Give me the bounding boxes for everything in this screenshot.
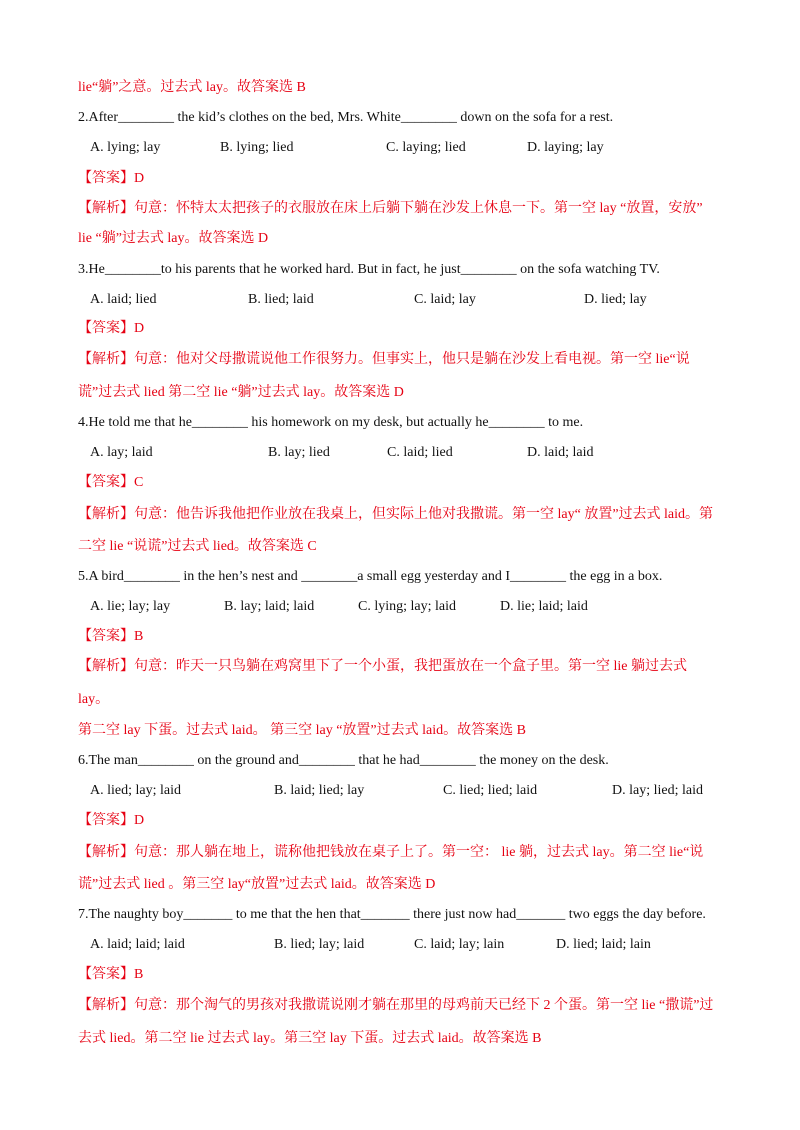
option-a: A. lie; lay; lay: [90, 599, 171, 614]
analysis-line: lie “躺”过去式 lay。故答案选 D: [78, 231, 269, 246]
answer-value: D: [134, 813, 145, 828]
answer-line: [78, 169, 730, 189]
analysis-line: 谎”过去式 lied 第二空 lie “躺”过去式 lay。故答案选 D: [78, 385, 404, 400]
answer-line: [78, 627, 730, 647]
option-c: C. laid; lay: [414, 292, 476, 307]
analysis-line: 第二空 lay 下蛋。过去式 laid。 第三空 lay “放置”过去式 laid。故答案选 B: [78, 723, 526, 738]
answer-line: [78, 319, 730, 339]
options-row: [90, 597, 770, 617]
answer-value: D: [134, 321, 145, 336]
analysis-text: 句意：他告诉我他把作业放在我桌上，但实际上他对我撒谎。第一空 lay“ 放置”过去式 laid。第: [134, 507, 714, 522]
option-d: D. lay; lied; laid: [612, 783, 703, 798]
answer-value: C: [134, 475, 144, 490]
analysis-line: lay。: [78, 692, 110, 707]
answer-line: [78, 473, 730, 493]
option-a: A. lying; lay: [90, 140, 161, 155]
option-c: C. laid; lay; lain: [414, 937, 505, 952]
option-b: B. lied; lay; laid: [274, 937, 365, 952]
option-d: D. lied; laid; lain: [556, 937, 651, 952]
answer-value: D: [134, 171, 145, 186]
analysis-label: 【解析】: [78, 845, 134, 860]
options-row: [90, 290, 770, 310]
option-a: A. laid; lied: [90, 292, 157, 307]
analysis-line: 二空 lie “说谎”过去式 lied。故答案选 C: [78, 539, 317, 554]
question-stem: 5.A bird________ in the hen’s nest and ________a small egg yesterday and I________ the egg in a box.: [78, 569, 663, 584]
analysis-text: 句意：昨天一只鸟躺在鸡窝里下了一个小蛋，我把蛋放在一个盒子里。第一空 lie 躺过去式: [134, 659, 687, 674]
analysis-label: 【解析】: [78, 507, 134, 522]
answer-line: [78, 811, 730, 831]
answer-label: 【答案】: [78, 475, 134, 490]
analysis-text: 句意：那个淘气的男孩对我撒谎说刚才躺在那里的母鸡前天已经下 2 个蛋。第一空 lie “撒谎”过: [134, 998, 714, 1013]
option-b: B. laid; lied; lay: [274, 783, 365, 798]
answer-label: 【答案】: [78, 321, 134, 336]
option-c: C. lying; lay; laid: [358, 599, 456, 614]
answer-line: [78, 965, 730, 985]
option-d: D. laying; lay: [527, 140, 604, 155]
answer-label: 【答案】: [78, 967, 134, 982]
option-b: B. lied; laid: [248, 292, 314, 307]
option-c: C. laying; lied: [386, 140, 466, 155]
analysis-line: [78, 996, 730, 1016]
option-a: A. laid; laid; laid: [90, 937, 185, 952]
option-b: B. lying; lied: [220, 140, 294, 155]
option-b: B. lay; lied: [268, 445, 330, 460]
option-a: A. lay; laid: [90, 445, 153, 460]
analysis-label: 【解析】: [78, 998, 134, 1013]
option-d: D. lied; lay: [584, 292, 647, 307]
analysis-line: 去式 lied。第二空 lie 过去式 lay。第三空 lay 下蛋。过去式 laid。故答案选 B: [78, 1031, 542, 1046]
answer-label: 【答案】: [78, 171, 134, 186]
answer-label: 【答案】: [78, 813, 134, 828]
option-d: D. laid; laid: [527, 445, 594, 460]
analysis-line: [78, 350, 730, 370]
question-stem: 3.He________to his parents that he worked hard. But in fact, he just________ on the sofa watching TV.: [78, 262, 660, 277]
options-row: [90, 443, 770, 463]
question-stem: 6.The man________ on the ground and________ that he had________ the money on the desk.: [78, 753, 609, 768]
question-stem: 2.After________ the kid’s clothes on the bed, Mrs. White________ down on the sofa for a rest.: [78, 110, 614, 125]
analysis-label: 【解析】: [78, 352, 134, 367]
question-stem: 7.The naughty boy_______ to me that the hen that_______ there just now had_______ two eggs the day before.: [78, 907, 706, 922]
analysis-text: 句意：那人躺在地上，谎称他把钱放在桌子上了。第一空： lie 躺，过去式 lay。第二空 lie“说: [134, 845, 704, 860]
analysis-line: [78, 843, 730, 863]
option-c: C. lied; lied; laid: [443, 783, 538, 798]
analysis-line: [78, 657, 730, 677]
option-a: A. lied; lay; laid: [90, 783, 181, 798]
option-c: C. laid; lied: [387, 445, 453, 460]
analysis-line: [78, 505, 730, 525]
analysis-label: 【解析】: [78, 659, 134, 674]
answer-value: B: [134, 629, 144, 644]
options-row: [90, 781, 770, 801]
option-d: D. lie; laid; laid: [500, 599, 588, 614]
analysis-label: 【解析】: [78, 201, 134, 216]
option-b: B. lay; laid; laid: [224, 599, 315, 614]
analysis-line: [78, 199, 730, 219]
analysis-line: 谎”过去式 lied 。第三空 lay“放置”过去式 laid。故答案选 D: [78, 877, 436, 892]
options-row: [90, 138, 770, 158]
answer-label: 【答案】: [78, 629, 134, 644]
options-row: [90, 935, 770, 955]
answer-value: B: [134, 967, 144, 982]
question-stem: 4.He told me that he________ his homework on my desk, but actually he________ to me.: [78, 415, 584, 430]
analysis-text: 句意：怀特太太把孩子的衣服放在床上后躺下躺在沙发上休息一下。第一空 lay “放置，安放”: [134, 201, 703, 216]
analysis-text: 句意：他对父母撒谎说他工作很努力。但事实上，他只是躺在沙发上看电视。第一空 lie“说: [134, 352, 690, 367]
intro-line: lie“躺”之意。过去式 lay。故答案选 B: [78, 80, 306, 95]
